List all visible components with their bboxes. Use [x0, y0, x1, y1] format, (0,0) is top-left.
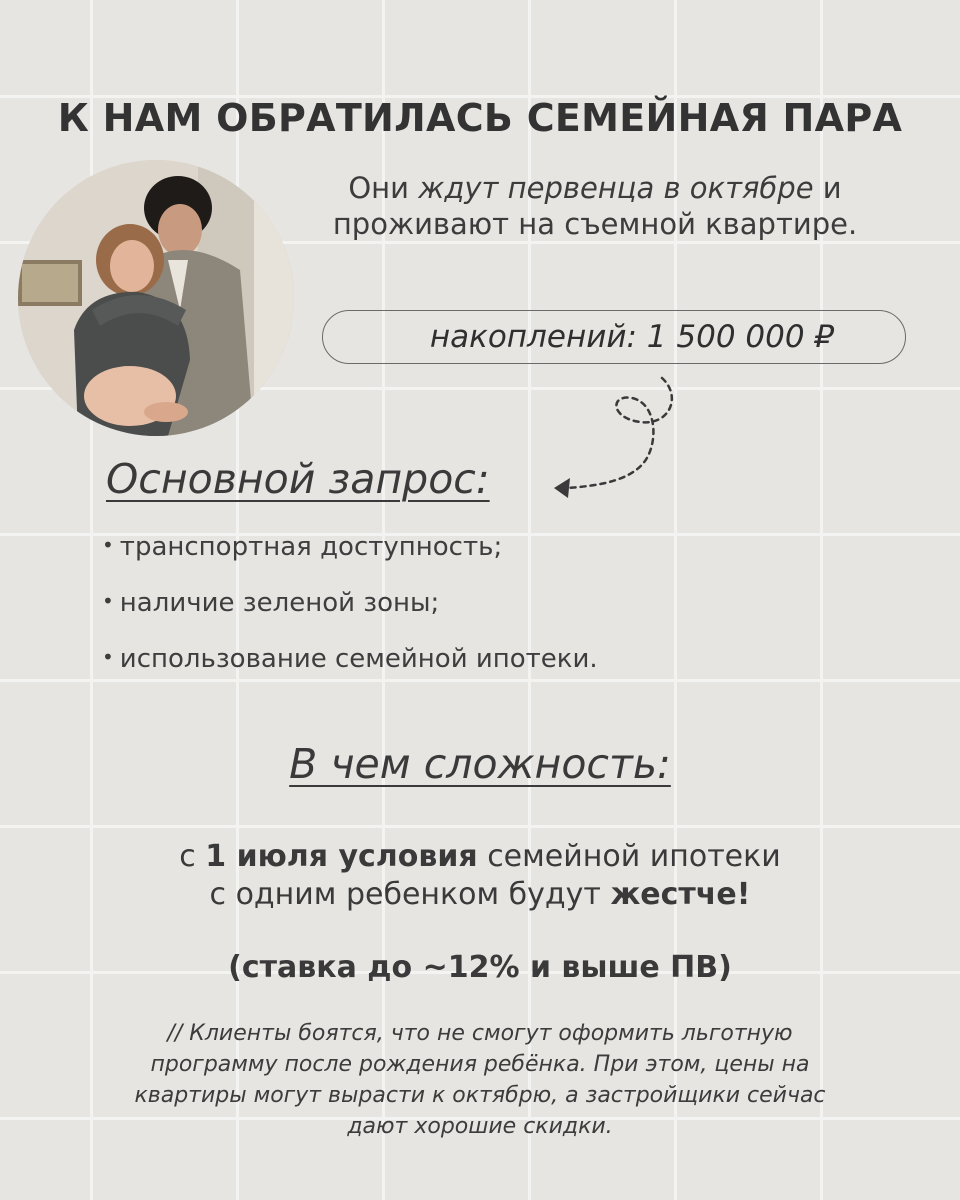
savings-text: накоплений: 1 500 000 ₽ — [429, 319, 835, 355]
page-title: К НАМ ОБРАТИЛАСЬ СЕМЕЙНАЯ ПАРА — [57, 96, 903, 140]
difficulty-line2-pre: с одним ребенком будут — [209, 877, 611, 912]
intro-line2: проживают на съемной квартире. — [332, 207, 858, 241]
list-item-text: наличие зеленой зоны; — [119, 588, 440, 618]
intro-text — [300, 170, 890, 242]
note-line1: // Клиенты боятся, что не смогут оформить льготную — [167, 1021, 793, 1046]
list-item — [102, 588, 598, 644]
note-line4: дают хорошие скидки. — [347, 1114, 613, 1139]
list-item — [102, 532, 598, 588]
request-title: Основной запрос: — [106, 455, 490, 503]
list-item-text: транспортная доступность; — [119, 532, 503, 562]
bullet-icon: • — [102, 645, 114, 669]
intro-italic: ждут первенца в октябре — [418, 171, 814, 205]
difficulty-title: В чем сложность: — [289, 740, 671, 788]
note-line3: квартиры могут вырасти к октябрю, а застройщики сейчас — [134, 1083, 826, 1108]
difficulty-line1-bold: 1 июля условия — [205, 839, 478, 874]
list-item — [102, 644, 598, 700]
difficulty-text — [0, 838, 960, 914]
difficulty-line1-pre: с — [179, 839, 206, 874]
difficulty-line1-post: семейной ипотеки — [477, 839, 781, 874]
savings-badge — [322, 310, 906, 364]
couple-photo-illustration — [18, 160, 294, 436]
bullet-icon: • — [102, 533, 114, 557]
note-line2: программу после рождения ребёнка. При этом, цены на — [150, 1052, 810, 1077]
intro-part1: Они — [348, 171, 419, 205]
intro-part2: и — [813, 171, 842, 205]
request-list — [102, 532, 598, 700]
couple-photo — [18, 160, 294, 436]
bullet-icon: • — [102, 589, 114, 613]
list-item-text: использование семейной ипотеки. — [119, 644, 598, 674]
difficulty-line2-bold: жестче! — [610, 877, 751, 912]
client-note — [60, 1018, 900, 1142]
rate-text: (ставка до ~12% и выше ПВ) — [228, 950, 732, 985]
curly-arrow-icon — [540, 376, 690, 506]
